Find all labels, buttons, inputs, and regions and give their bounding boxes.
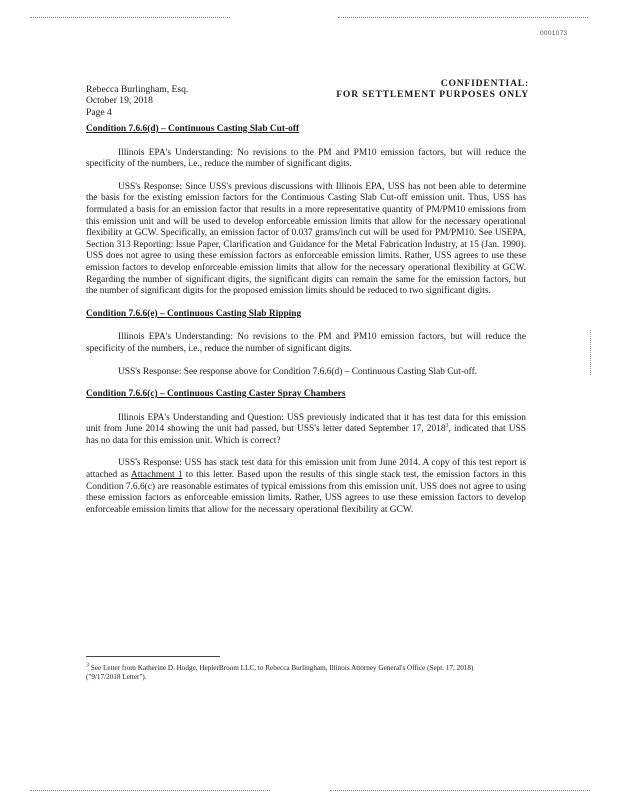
confidential-label: CONFIDENTIAL: <box>440 78 529 89</box>
footnote-divider <box>86 656 220 657</box>
recipient: Rebecca Burlingham, Esq. <box>86 84 189 95</box>
epa-understanding-question <box>86 413 526 448</box>
section-heading: Condition 7.6.6(d) – Continuous Casting Slab Cut-off <box>86 124 300 134</box>
uss-response <box>86 458 526 516</box>
confidential-notice <box>336 78 529 101</box>
footnote-ref: 3 <box>445 423 449 430</box>
right-dotted-line <box>590 330 591 375</box>
page-number: Page 4 <box>86 106 112 118</box>
footnote-text: See Letter from Katherine D. Hodge, HeplerBroom LLC, to Rebecca Burlingham, Illinois Attorney General's Office (Sept. 17, 2018) ("9/17/2018 Letter"). <box>86 664 474 681</box>
bottom-dotted-line-left <box>30 790 270 791</box>
settlement-label: FOR SETTLEMENT PURPOSES ONLY <box>336 89 529 101</box>
top-dotted-line-left <box>30 17 230 18</box>
epa-understanding: Illinois EPA's Understanding: No revisions to the PM and PM10 emission factors, but will reduce the specificity of the numbers, i.e., reduce the number of significant digits. <box>86 147 526 170</box>
letter-date: October 19, 2018 <box>86 95 153 107</box>
footnote-marker: 3 <box>86 662 89 669</box>
top-dotted-line-right <box>338 17 588 18</box>
letter-header-left <box>86 84 188 118</box>
footnote <box>86 664 486 682</box>
epa-question-text-cont: , indicated that USS has no data for this emission unit. Which is correct? <box>86 424 527 446</box>
uss-response-text-cont: to this letter. Based upon the results of this single stack test, the emission factors in this Condition 7.6.6(c) are reasonable estimates of typical emissions from this emission unit. USS does not agree to using these emission factors as enforceable emission limits. Rather, USS agrees to use these emission factors to develop enforceable emission limits that allow for the necessary operational flexibility at GCW. <box>86 470 526 515</box>
epa-understanding: Illinois EPA's Understanding: No revisions to the PM and PM10 emission factors, but will reduce the specificity of the numbers, i.e., reduce the number of significant digits. <box>86 332 526 354</box>
bottom-dotted-line-right <box>330 790 590 791</box>
uss-response-text: USS's Response: USS has stack test data for this emission unit from June 2014. A copy of this test report is attached as <box>86 458 526 481</box>
bates-number: 0001073 <box>540 30 568 37</box>
epa-question-text: Illinois EPA's Understanding and Question: USS previously indicated that it has test data for this emission unit from June 2014 showing the unit had passed, but USS's letter dated September 17, 2018 <box>86 412 526 435</box>
letter-body <box>86 124 526 527</box>
uss-response: USS's Response: See response above for Condition 7.6.6(d) – Continuous Casting Slab Cut-off. <box>118 366 478 377</box>
section-heading: Condition 7.6.6(e) – Continuous Casting Slab Ripping <box>86 308 302 319</box>
attachment-reference: Attachment 1 <box>130 470 183 481</box>
section-heading: Condition 7.6.6(c) – Continuous Casting Caster Spray Chambers <box>86 389 346 400</box>
uss-response: USS's Response: Since USS's previous discussions with Illinois EPA, USS has not been able to determine the basis for the existing emission factors for the Continuous Casting Slab Cut-off emission unit. Thus, USS has formulated a basis for an emission factor that results in a more representative quantity of PM/PM10 emissions from this emission unit and will be used to develop enforceable emission limits that allow for the necessary operational flexibility at GCW. Specifically, an emission factor of 0.037 grams/inch cut will be used for PM/PM10. See USEPA, Section 313 Reporting: Issue Paper, Clarification and Guidance for the Metal Fabrication Industry, at 15 (Jan. 1990). USS does not agree to using these emission factors as enforceable emission limits. Rather, USS agrees to use these emission factors to develop enforceable emission limits that allow for the necessary operational flexibility at GCW. Regarding the number of significant digits, the significant digits can remain the same for the emission factors, but the number of significant digits for the proposed emission limits should be reduced to two significant digits. <box>86 181 526 297</box>
